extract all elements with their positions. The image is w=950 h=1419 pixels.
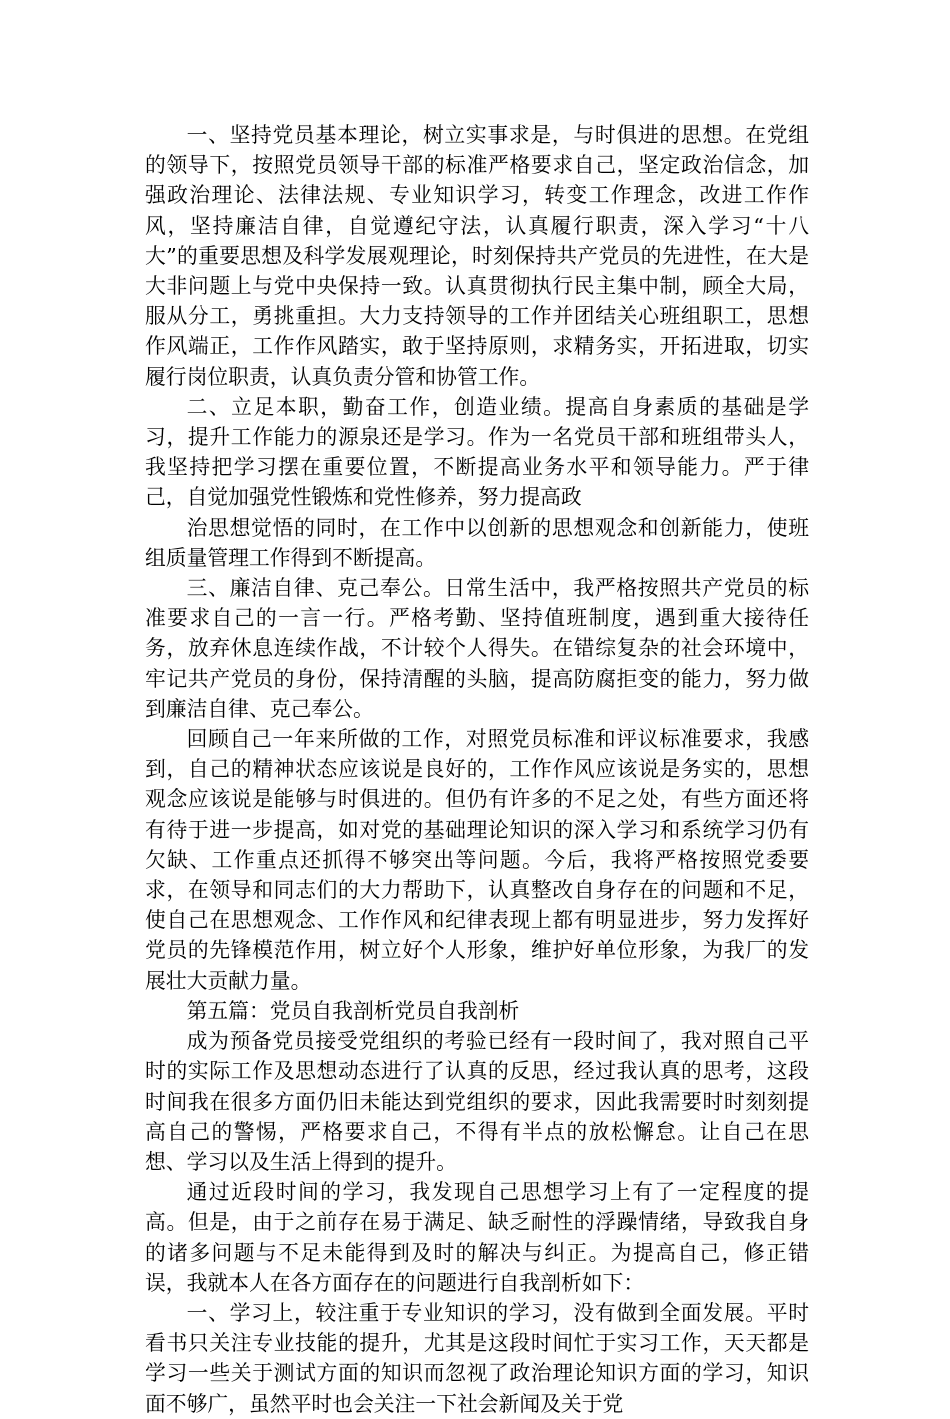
document-body (145, 120, 809, 1419)
paragraph-2: 二、立足本职，勤奋工作，创造业绩。提高自身素质的基础是学习，提升工作能力的源泉还是学习。作为一名党员干部和班组带头人，我坚持把学习摆在重要位置，不断提高业务水平和领导能力。严于律己，自觉加强党性锻炼和党性修养，努力提高政 (145, 394, 809, 510)
paragraph-1: 一、坚持党员基本理论，树立实事求是，与时俱进的思想。在党组的领导下，按照党员领导干部的标准严格要求自己，坚定政治信念，加强政治理论、法律法规、专业知识学习，转变工作理念，改进工作作风，坚持廉洁自律，自觉遵纪守法，认真履行职责，深入学习“十八大”的重要思想及科学发展观理论，时刻保持共产党员的先进性，在大是大非问题上与党中央保持一致。认真贯彻执行民主集中制，顾全大局，服从分工，勇挑重担。大力支持领导的工作并团结关心班组职工，思想作风端正，工作作风踏实，敢于坚持原则，求精务实，开拓进取，切实履行岗位职责，认真负责分管和协管工作。 (145, 123, 809, 389)
paragraph-4: 三、廉洁自律、克己奉公。日常生活中，我严格按照共产党员的标准要求自己的一言一行。严格考勤、坚持值班制度，遇到重大接待任务，放弃休息连续作战，不计较个人得失。在错综复杂的社会环境中，牢记共产党员的身份，保持清醒的头脑，提高防腐拒变的能力，努力做到廉洁自律、克己奉公。 (145, 576, 809, 721)
section-heading: 第五篇：党员自我剖析党员自我剖析 (186, 998, 520, 1023)
paragraph-3: 治思想觉悟的同时，在工作中以创新的思想观念和创新能力，使班组质量管理工作得到不断提高。 (145, 515, 809, 570)
paragraph-5: 回顾自己一年来所做的工作，对照党员标准和评议标准要求，我感到，自己的精神状态应该说是良好的，工作作风应该说是务实的，思想观念应该说是能够与时俱进的。但仍有许多的不足之处，有些方面还将有待于进一步提高，如对党的基础理论知识的深入学习和系统学习仍有欠缺、工作重点还抓得不够突出等问题。今后，我将严格按照党委要求，在领导和同志们的大力帮助下，认真整改自身存在的问题和不足，使自己在思想观念、工作作风和纪律表现上都有明显进步，努力发挥好党员的先锋模范作用，树立好个人形象，维护好单位形象，为我厂的发展壮大贡献力量。 (145, 727, 809, 993)
paragraph-8: 一、学习上，较注重于专业知识的学习，没有做到全面发展。平时看书只关注专业技能的提升，尤其是这段时间忙于实习工作，天天都是学习一些关于测试方面的知识而忽视了政治理论知识方面的学习，知识面不够广，虽然平时也会关注一下社会新闻及关于党 (145, 1300, 809, 1416)
paragraph-6: 成为预备党员接受党组织的考验已经有一段时间了，我对照自己平时的实际工作及思想动态进行了认真的反思，经过我认真的思考，这段时间我在很多方面仍旧未能达到党组织的要求，因此我需要时时刻刻提高自己的警惕，严格要求自己，不得有半点的放松懈怠。让自己在思想、学习以及生活上得到的提升。 (145, 1029, 809, 1174)
paragraph-7: 通过近段时间的学习，我发现自己思想学习上有了一定程度的提高。但是，由于之前存在易于满足、缺乏耐性的浮躁情绪，导致我自身的诸多问题与不足未能得到及时的解决与纠正。为提高自己，修正错误，我就本人在各方面存在的问题进行自我剖析如下： (145, 1180, 809, 1295)
